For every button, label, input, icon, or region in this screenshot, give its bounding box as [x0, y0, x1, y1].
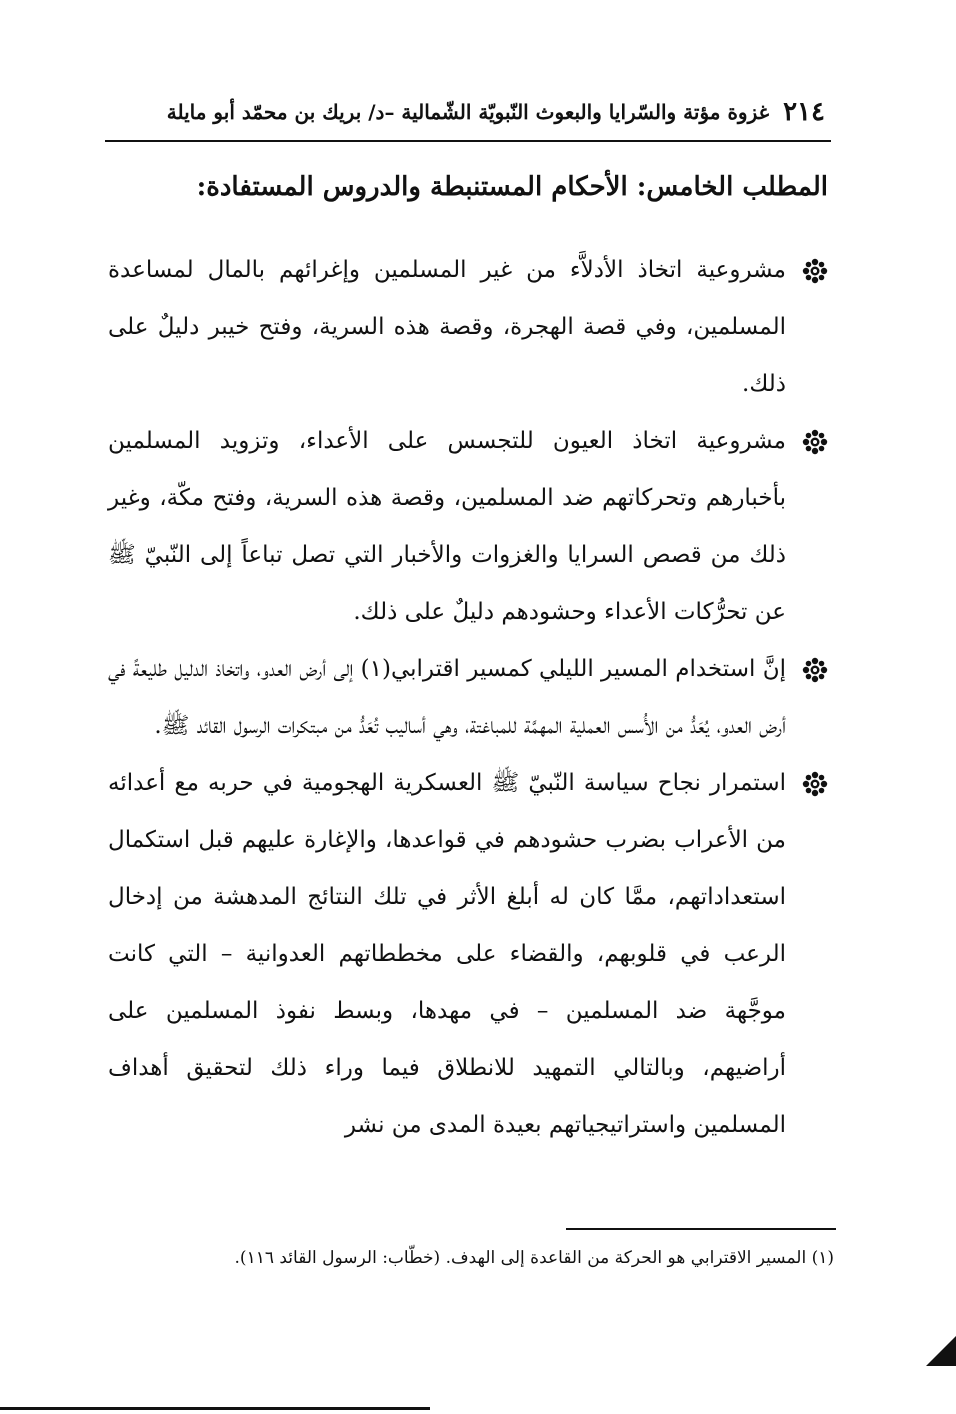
list-item	[108, 413, 828, 641]
body-content	[108, 242, 828, 1154]
ornament-bullet-icon	[792, 413, 828, 470]
scan-edge-line	[0, 1407, 430, 1410]
list-item-text: استمرار نجاح سياسة النّبيّ ﷺ العسكرية الهجومية في حربه مع أعدائه من الأعراب بضرب حشودهم في قواعدها، والإغارة عليهم قبل استكمال استعداداتهم، ممَّا كان له أبلغ الأثر في تلك النتائج المدهشة من إدخال الرعب في قلوبهم، والقضاء على مخططاتهم العدوانية – التي كانت موجَّهة ضد المسلمين – في مهدها، وبسط نفوذ المسلمين على أراضيهم، وبالتالي التمهيد للانطلاق فيما وراء ذلك لتحقيق أهداف المسلمين واستراتيجياتهم بعيدة المدى من نشر	[108, 770, 786, 1138]
list-item-text: إنَّ استخدام المسير الليلي كمسير اقترابي(١) إلى أرض العدو، واتخاذ الدليل طليعةً في أرض العدو، يُعَدُّ من الأُسس العملية المهمَّة للمباغتة، وهي أساليب تُعَدُّ من مبتكرات الرسول القائد ﷺ.	[108, 656, 786, 739]
footnote-separator	[566, 1228, 836, 1230]
section-title: المطلب الخامس: الأحكام المستنبطة والدروس المستفادة:	[196, 172, 828, 202]
list-item	[108, 755, 828, 1154]
running-header	[105, 92, 825, 132]
list-item-text: مشروعية اتخاذ الأدلاَّء من غير المسلمين وإغرائهم بالمال لمساعدة المسلمين، وفي قصة الهجرة، وقصة هذه السرية، وفتح خيبر دليلٌ على ذلك.	[108, 257, 786, 397]
list-item	[108, 242, 828, 413]
list-item-text: مشروعية اتخاذ العيون للتجسس على الأعداء، وتزويد المسلمين بأخبارهم وتحركاتهم ضد المسلمين، وقصة هذه السرية، وفتح مكّة، وغير ذلك من قصص السرايا والغزوات والأخبار التي تصل تباعاً إلى النّبيّ ﷺ عن تحرُّكات الأعداء وحشودهم دليلٌ على ذلك.	[108, 428, 787, 625]
ornament-bullet-icon	[792, 242, 828, 299]
page-number: ٢١٤	[783, 97, 825, 127]
list-item	[108, 641, 828, 755]
running-title: غزوة مؤتة والسّرايا والبعوث النّبويّة الشّمالية –د/ بريك بن محمّد أبو مايلة	[166, 100, 770, 124]
ornament-bullet-icon	[792, 755, 828, 812]
footnote: (١) المسير الاقترابي هو الحركة من القاعدة إلى الهدف. (خطّاب: الرسول القائد ١١٦).	[234, 1248, 834, 1268]
ornament-bullet-icon	[792, 641, 828, 698]
page-corner-triangle-icon	[926, 1336, 956, 1366]
header-rule	[105, 140, 831, 142]
